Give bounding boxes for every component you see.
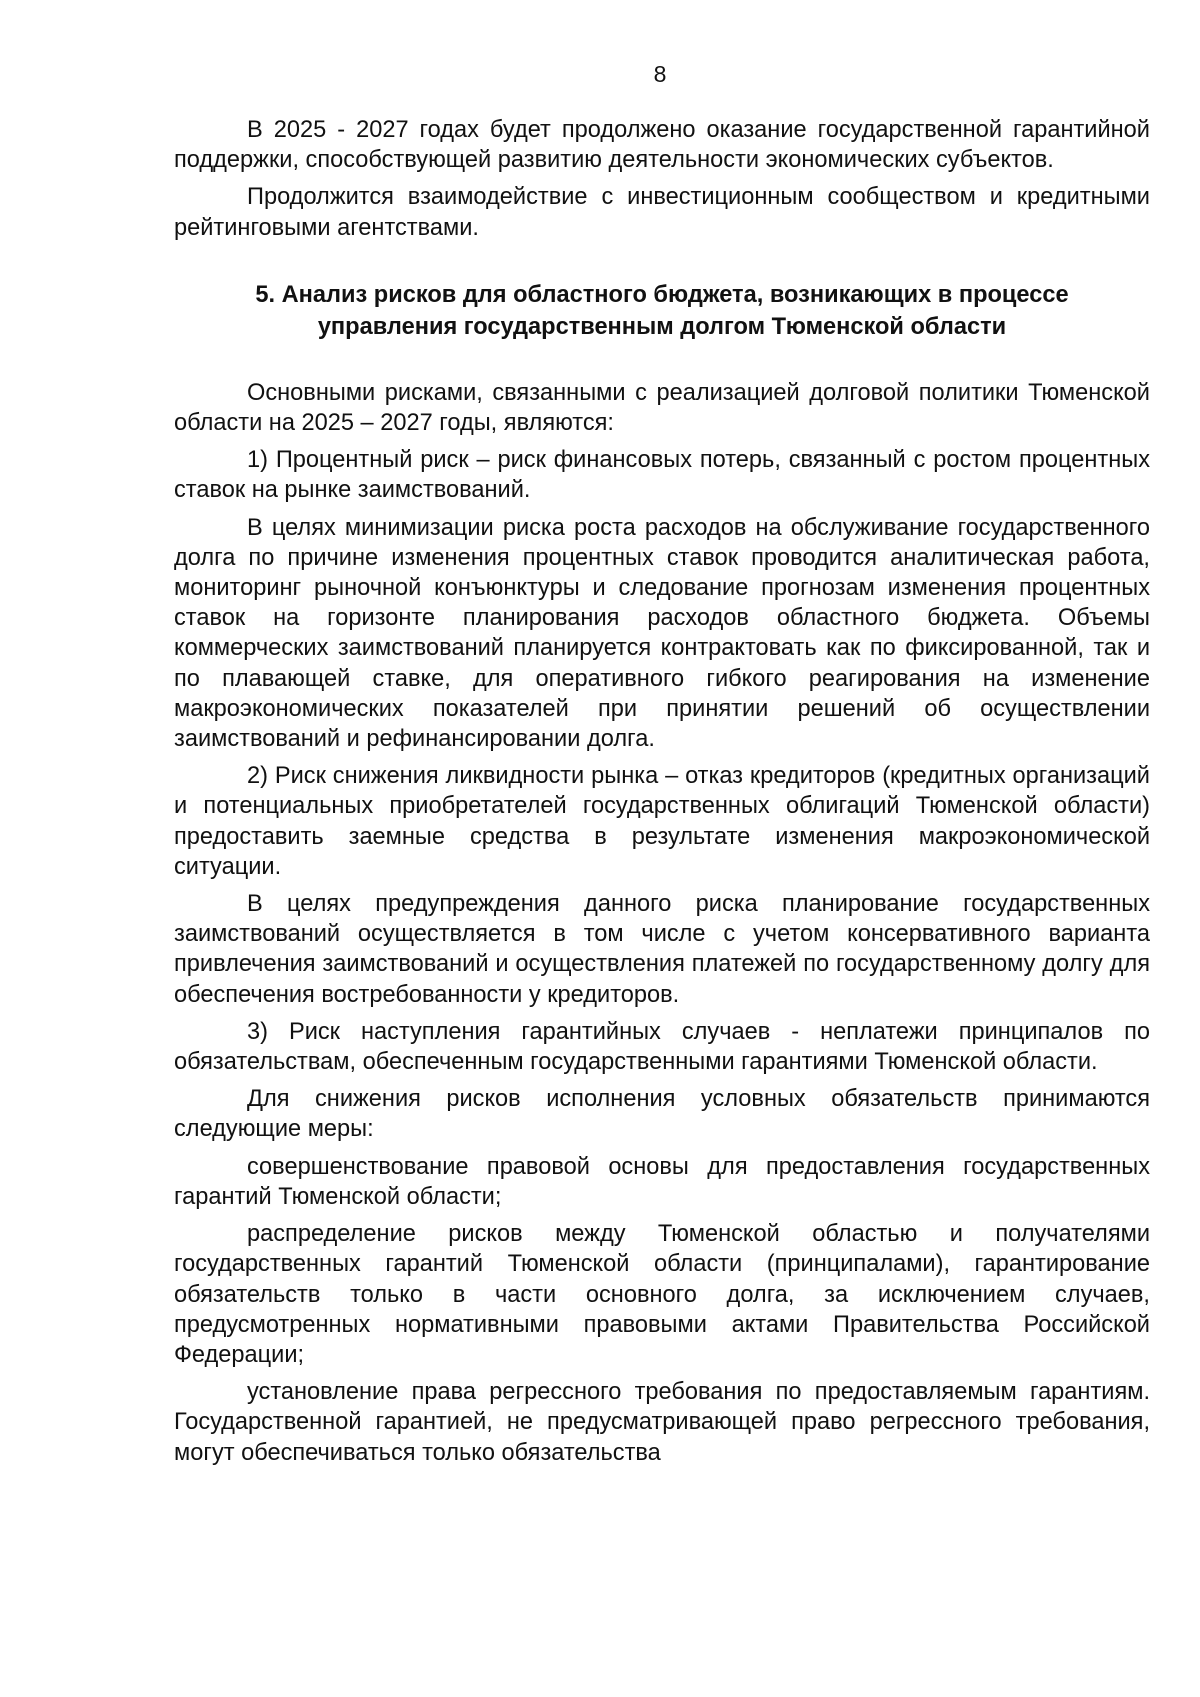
paragraph-liquidity-risk: 2) Риск снижения ликвидности рынка – отказ кредиторов (кредитных организаций и потенциальных приобретателей государственных облигаций Тюменской области) предоставить заемные средства в результате изменения макроэкономической ситуации. <box>174 763 1150 880</box>
paragraph-measure-risk-distribution: распределение рисков между Тюменской областью и получателями государственных гарантий Тюменской области (принципалами), гарантирование обязательств только в части основного долга, за исключением случаев, предусмотренных нормативными правовыми актами Правительства Российской Федерации; <box>174 1221 1150 1368</box>
paragraph-guarantee-risk: 3) Риск наступления гарантийных случаев - неплатежи принципалов по обязательствам, обеспеченным государственными гарантиями Тюменской области. <box>174 1018 1150 1076</box>
section-heading <box>174 279 1150 343</box>
paragraph-guarantee-support: В 2025 - 2027 годах будет продолжено оказание государственной гарантийной поддержки, способствующей развитию деятельности экономических субъектов. <box>174 117 1150 174</box>
section-heading-line-2: управления государственным долгом Тюменской области <box>317 313 1007 340</box>
paragraph-interest-risk: 1) Процентный риск – риск финансовых потерь, связанный с ростом процентных ставок на рынке заимствований. <box>174 447 1150 504</box>
page-number: 8 <box>653 61 667 87</box>
section-heading-line-1: 5. Анализ рисков для областного бюджета, возникающих в процессе <box>255 281 1069 308</box>
paragraph-interest-risk-mitigation: В целях минимизации риска роста расходов на обслуживание государственного долга по причине изменения процентных ставок проводится аналитическая работа, мониторинг рыночной конъюнктуры и следование прогнозам изменения процентных ставок на горизонте планирования расходов областного бюджета. Объемы коммерческих заимствований планируется контрактовать как по фиксированной, так и по плавающей ставке, для оперативного гибкого реагирования на изменение макроэкономических показателей при принятии решений об осуществлении заимствований и рефинансировании долга. <box>174 514 1150 753</box>
paragraph-liquidity-risk-mitigation: В целях предупреждения данного риска планирование государственных заимствований осуществляется в том числе с учетом консервативного варианта привлечения заимствований и осуществления платежей по государственному долгу для обеспечения востребованности у кредиторов. <box>174 891 1150 1008</box>
paragraph-investor-cooperation: Продолжится взаимодействие с инвестиционным сообществом и кредитными рейтинговыми агентствами. <box>174 184 1150 241</box>
paragraph-measure-legal-basis: совершенствование правовой основы для предоставления государственных гарантий Тюменской области; <box>174 1153 1150 1210</box>
document-body <box>174 115 1150 1475</box>
paragraph-measure-recourse: установление права регрессного требования по предоставляемым гарантиям. Государственной гарантией, не предусматривающей право регрессного требования, могут обеспечиваться только обязательства <box>174 1379 1150 1466</box>
paragraph-measures-intro: Для снижения рисков исполнения условных обязательств принимаются следующие меры: <box>174 1086 1150 1143</box>
paragraph-main-risks: Основными рисками, связанными с реализацией долговой политики Тюменской области на 2025 – 2027 годы, являются: <box>174 379 1150 437</box>
